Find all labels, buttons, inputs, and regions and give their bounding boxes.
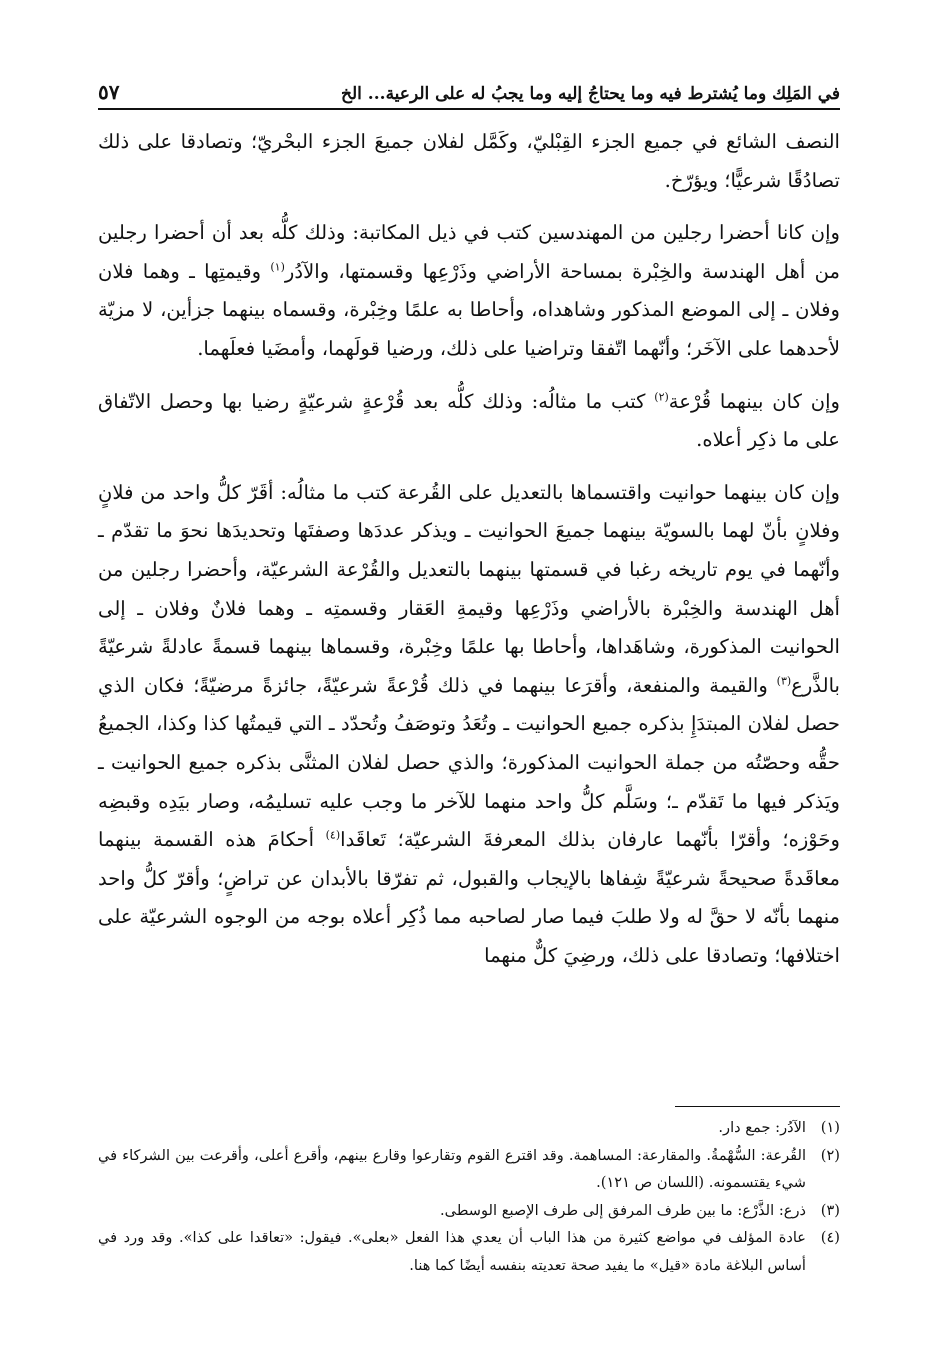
- paragraph-1: [98, 123, 840, 200]
- footnote-text: عادة المؤلف في مواضع كثيرة من هذا الباب أن يعدي هذا الفعل «بعلى». فيقول: «تعاقدا على كذا». وقد ورد في أساس البلاغة مادة «قيل» ما يفيد صحة تعديته بنفسه أيضًا كما هنا.: [98, 1229, 806, 1274]
- footnote-separator: [675, 1106, 840, 1107]
- paragraph-2-text-a: وإن كانا أحضرا رجلين من المهندسين كتب في ذيل المكاتبة: وذلك كلُّه بعد أن أحضرا رجلين من أهل الهندسة والخِبْرة بمساحة الأراضي وذَرْعِها وقسمتها، والآدُر: [98, 221, 840, 283]
- footnote-ref-1: (١): [270, 260, 285, 274]
- footnote-number: (٤): [820, 1229, 840, 1246]
- footnote: [98, 1114, 840, 1142]
- paragraph-3: [98, 383, 840, 460]
- footnote-number: (٣): [820, 1201, 840, 1219]
- page-header: [98, 76, 840, 110]
- footnote-text: ذرع: الذَّرْع: ما بين طرف المرفق إلى طرف الإصبع الوسطى.: [440, 1201, 806, 1219]
- paragraph-4-text-b: والقيمة والمنفعة، وأقرَعا بينهما في ذلك قُرْعةً شرعيّةً، جائزةً مرضيّةً؛ فكان الذي حصل لفلان المبتدَإِ بذكره جميع الحوانيت ـ وتُعَدُ وتوصَفُ وتُحدّد ـ التي قيمتُها كذا وكذا، الجميعُ حقُّه وحصّتُه من جملة الحوانيت المذكورة؛ والذي حصل لفلان المثنَّى بذكره جميع الحوانيت ـ ويَذكر فيها ما تَقدّم ـ؛ وسَلَّم كلُّ واحد منهما للآخر ما وجب عليه تسليمُه، وصار بيَدِه وقبضِه وحَوْزه؛ وأقرّا بأنّهما عارفان بذلك المعرفةَ الشرعيّة؛ تَعاقَدا: [98, 673, 840, 852]
- footnote-number: (١): [820, 1119, 840, 1136]
- footnotes: [98, 1114, 840, 1279]
- paragraph-2-text-b: وقيمتِها ـ وهما فلان وفلان ـ إلى الموضع المذكور وشاهداه، وأحاطا به علمًا وخِبْرة، وقسماه بينهما جزأين، لا مزيّة لأحدهما على الآخَر؛ وأنّهما اتّفقا وتراضيا على ذلك، ورضيا قولَهما، وأمضَيا فعلَهما.: [98, 259, 840, 360]
- running-title: في المَلِك وما يُشترط فيه وما يحتاجُ إليه وما يجبُ له على الرعية... الخ: [341, 84, 840, 104]
- footnote-ref-2: (٢): [654, 390, 669, 404]
- footnote-text: الآدُر: جمع دار.: [718, 1119, 806, 1136]
- page-number: ٥٧: [98, 80, 120, 104]
- footnote: [98, 1224, 840, 1279]
- footnote-ref-3: (٣): [776, 674, 792, 688]
- footnote-ref-4: (٤): [325, 828, 341, 842]
- footnote: [98, 1197, 840, 1225]
- paragraph-4-text-c: أحكامَ هذه القسمة بينهما معاقَدةً صحيحةً شرعيّةً شِفاها بالإيجاب والقبول، ثم تفرّقا بالأبدان عن تراضٍ؛ وأقرّ كلُّ واحد منهما بأنّه لا حقَّ له ولا طلبَ فيما صار لصاحبه مما ذُكِر أعلاه بوجه من الوجوه الشرعيّة على اختلافها؛ وتصادقا على ذلك، ورضِيَ كلٌّ منهما: [98, 828, 840, 967]
- paragraph-3-text-a: وإن كان بينهما قُرْعة: [668, 389, 840, 413]
- paragraph-1-text: النصف الشائع في جميع الجزء القِبْليّ، وكَمَّل لفلان جميعَ الجزء البحْريّ؛ وتصادقا على ذلك تصادُقًا شرعيًّا؛ ويؤرّخ.: [98, 130, 840, 192]
- footnote-number: (٢): [820, 1146, 840, 1164]
- paragraph-4: [98, 474, 840, 976]
- footnote-text: القُرعة: السُّهْمةُ. والمقارعة: المساهمة. وقد اقترع القوم وتقارعوا وقارع بينهم، وأقرع أعلى، وأقرعت بين الشركاء في شيء يقتسمونه. (اللسان ص ١٢١).: [98, 1146, 806, 1191]
- paragraph-2: [98, 214, 840, 368]
- paragraph-4-text-a: وإن كان بينهما حوانيت واقتسماها بالتعديل على القُرعة كتب ما مثالُه: أقَرّ كلُّ واحد من فلانٍ وفلانٍ بأنّ لهما بالسويّة بينهما جميعَ الحوانيت ـ ويذكر عددَها وصفتَها وتحديدَها نحوَ ما تقدّم ـ وأنّهما في يوم تاريخه رغبا في قسمتها بينهما بالتعديل والقُرْعة الشرعيّة، وأحضرا رجلين من أهل الهندسة والخِبْرة بالأراضي وذَرْعِها وقيمةِ العَقار وقسمتِه ـ وهما فلانٌ وفلان ـ إلى الحوانيت المذكورة، وشاهَداها، وأحاطا بها علمًا وخِبْرة، وقسماها بينهما قسمةً عادلةً شرعيّةً بالذَّرع: [98, 480, 840, 697]
- footnote: [98, 1142, 840, 1197]
- paragraph-3-text-b: كتب ما مثالُه: وذلك كلُّه بعد قُرْعةٍ شرعيّةٍ رضيا بها وحصل الاتّفاق على ما ذكِر أعلاه.: [98, 389, 840, 452]
- body-text: [98, 123, 840, 975]
